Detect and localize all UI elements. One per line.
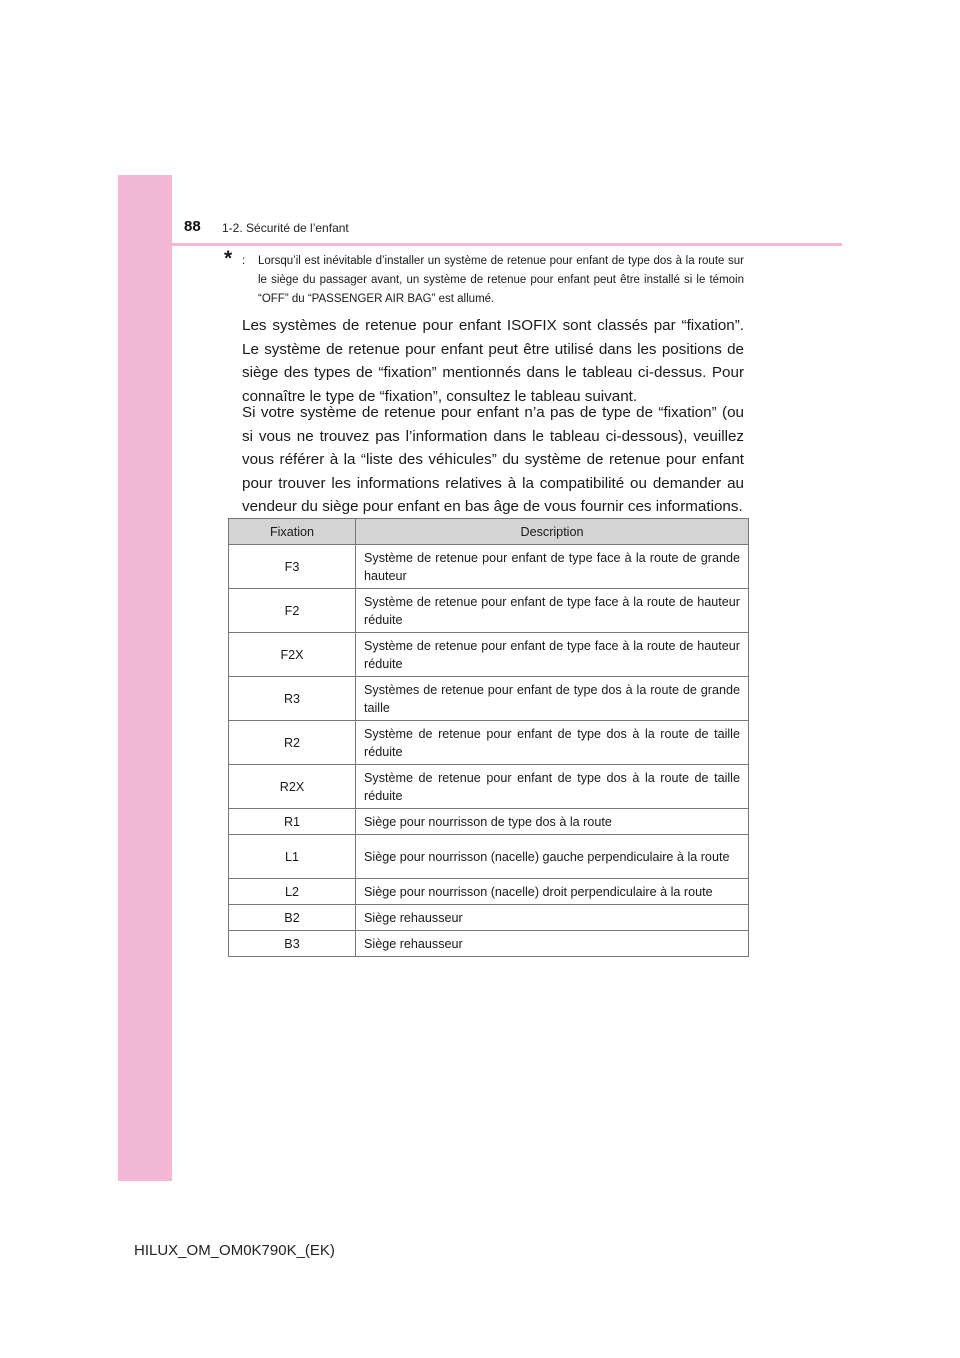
fixation-description: Système de retenue pour enfant de type dos à la route de taille réduite	[356, 721, 749, 765]
paragraph-isofix-classification: Les systèmes de retenue pour enfant ISOFIX sont classés par “fixation”. Le système de retenue pour enfant peut être utilisé dans les positions de siège des types de “fixation” mentionnés dans le tableau ci-dessus. Pour connaître le type de “fixation”, consultez le tableau suivant.	[242, 317, 744, 405]
fixation-code: R2X	[229, 765, 356, 809]
column-header-fixation: Fixation	[229, 519, 356, 545]
table-row	[229, 589, 749, 633]
table-row	[229, 879, 749, 905]
fixation-code: R3	[229, 677, 356, 721]
footnote-text: Lorsqu’il est inévitable d’installer un système de retenue pour enfant de type dos à la route sur le siège du passager avant, un système de retenue pour enfant peut être installé si le témoin “OFF” du “PASSENGER AIR BAG” est allumé.	[258, 255, 744, 305]
table-row	[229, 633, 749, 677]
footnote-marker: *	[224, 247, 233, 270]
fixation-description: Système de retenue pour enfant de type dos à la route de taille réduite	[356, 765, 749, 809]
section-title: 1-2. Sécurité de l’enfant	[222, 221, 349, 235]
fixation-description: Système de retenue pour enfant de type face à la route de hauteur réduite	[356, 633, 749, 677]
table-row	[229, 905, 749, 931]
fixation-description: Siège pour nourrisson (nacelle) gauche perpendiculaire à la route	[356, 835, 749, 879]
footnote-colon: :	[242, 255, 246, 267]
table-row	[229, 765, 749, 809]
table-row	[229, 835, 749, 879]
fixation-description: Systèmes de retenue pour enfant de type dos à la route de grande taille	[356, 677, 749, 721]
fixation-code: F2	[229, 589, 356, 633]
paragraph-no-fixation-type: Si votre système de retenue pour enfant n’a pas de type de “fixation” (ou si vous ne trouvez pas l’information dans le tableau ci-dessous), veuillez vous référer à la “liste des véhicules” du système de retenue pour enfant pour trouver les informations relatives à la compatibilité ou demander au vendeur du siège pour enfant en bas âge de vous fournir ces informations.	[242, 404, 744, 515]
fixation-code: L2	[229, 879, 356, 905]
table-header-row	[229, 519, 749, 545]
footnote	[224, 247, 744, 309]
table-row	[229, 721, 749, 765]
fixation-code: F3	[229, 545, 356, 589]
page-number: 88	[184, 218, 201, 235]
fixation-table	[228, 518, 749, 957]
table-row	[229, 809, 749, 835]
fixation-description: Siège rehausseur	[356, 931, 749, 957]
fixation-code: R2	[229, 721, 356, 765]
fixation-code: L1	[229, 835, 356, 879]
header-divider	[172, 243, 842, 246]
column-header-description: Description	[356, 519, 749, 545]
fixation-description: Système de retenue pour enfant de type face à la route de grande hauteur	[356, 545, 749, 589]
fixation-description: Siège pour nourrisson de type dos à la route	[356, 809, 749, 835]
fixation-code: B2	[229, 905, 356, 931]
fixation-code: R1	[229, 809, 356, 835]
fixation-code: B3	[229, 931, 356, 957]
fixation-description: Système de retenue pour enfant de type face à la route de hauteur réduite	[356, 589, 749, 633]
document-code: HILUX_OM_OM0K790K_(EK)	[134, 1242, 335, 1259]
fixation-description: Siège rehausseur	[356, 905, 749, 931]
chapter-side-bar	[118, 175, 172, 1181]
table-row	[229, 677, 749, 721]
fixation-description: Siège pour nourrisson (nacelle) droit perpendiculaire à la route	[356, 879, 749, 905]
fixation-code: F2X	[229, 633, 356, 677]
table-row	[229, 931, 749, 957]
table-row	[229, 545, 749, 589]
